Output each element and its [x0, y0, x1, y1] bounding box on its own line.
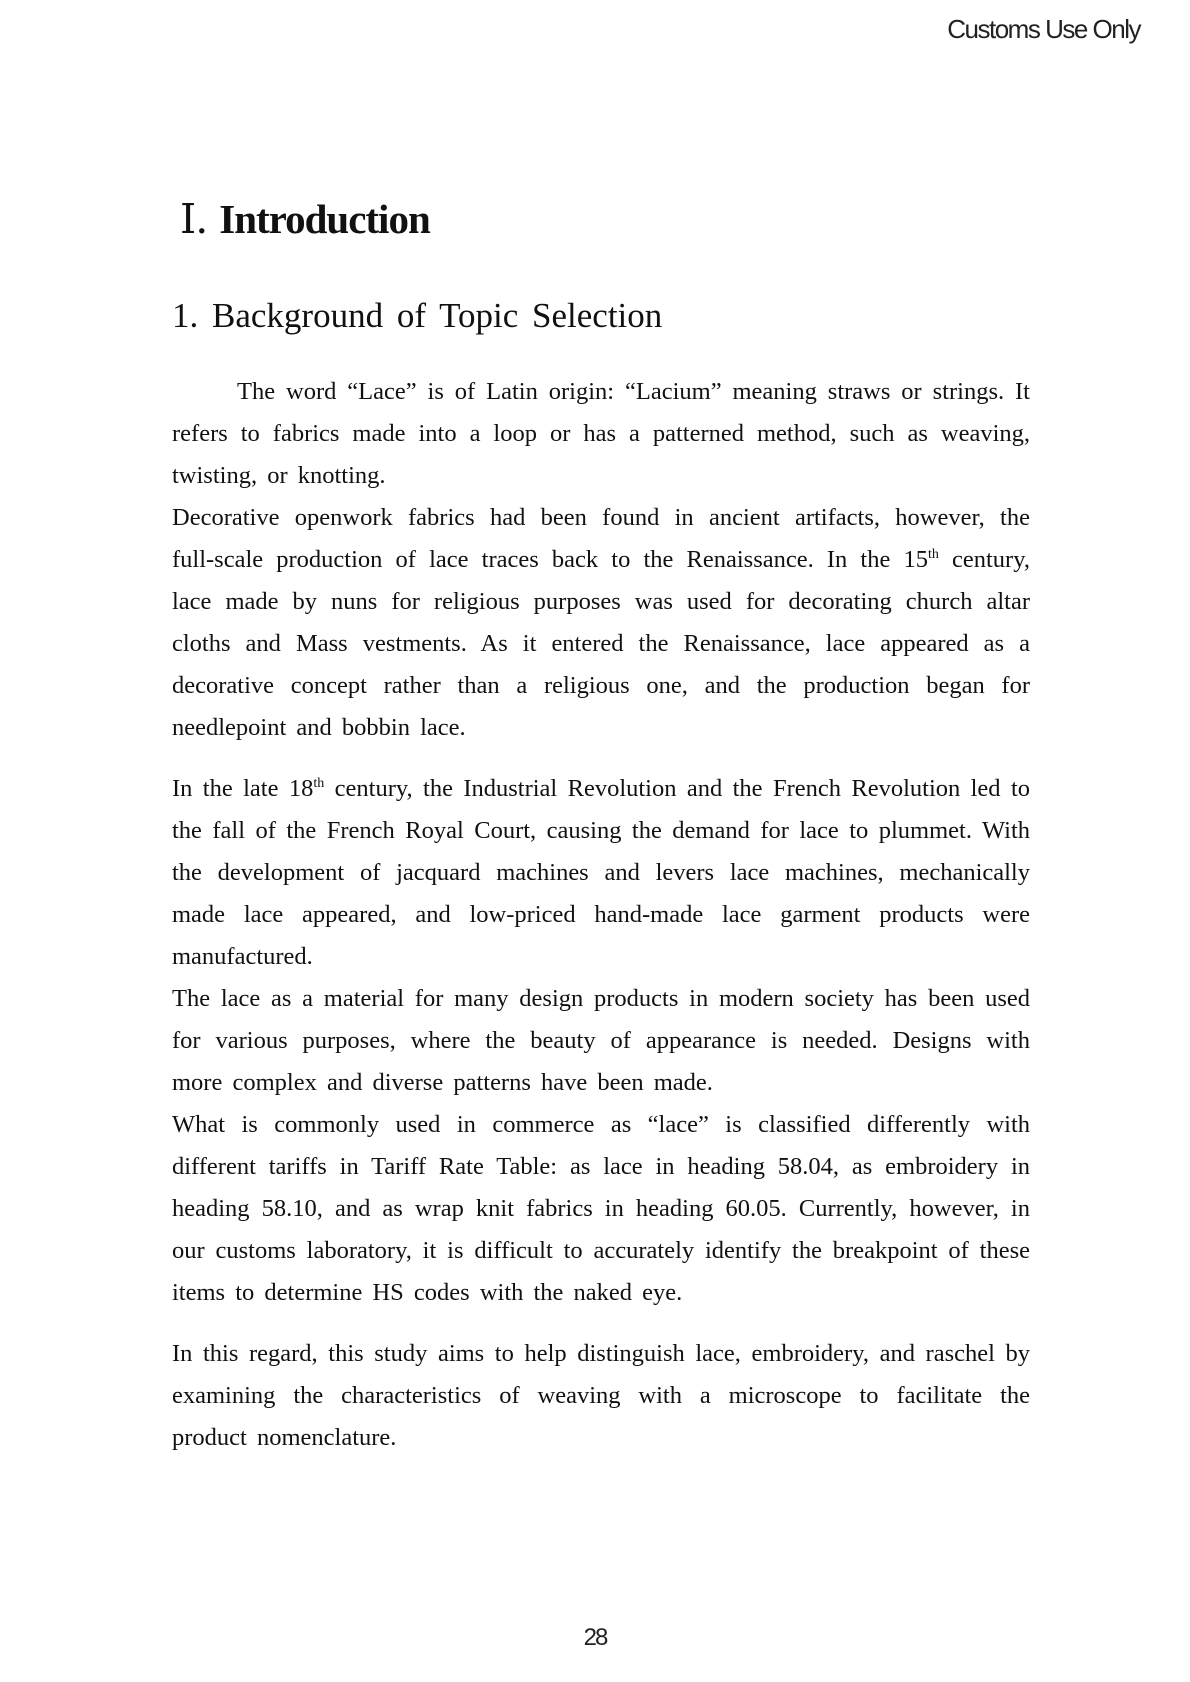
chapter-heading	[180, 195, 430, 243]
superscript: th	[313, 775, 325, 791]
paragraph-5: What is commonly used in commerce as “lace” is classified differently with different tariffs in Tariff Rate Table: as lace in heading 58.04, as embroidery in heading 58.10, and as wrap knit fabrics in heading 60.05. Currently, however, in our customs laboratory, it is difficult to accurately identify the breakpoint of these items to determine HS codes with the naked eye.	[172, 1111, 1030, 1306]
paragraph-4: The lace as a material for many design products in modern society has been used for various purposes, where the beauty of appearance is needed. Designs with more complex and diverse patterns have been made.	[172, 985, 1030, 1096]
paragraph-6: In this regard, this study aims to help distinguish lace, embroidery, and raschel by examining the characteristics of weaving with a microscope to facilitate the product nomenclature.	[172, 1340, 1030, 1451]
header-label: Customs Use Only	[947, 14, 1140, 44]
section-heading: 1. Background of Topic Selection	[172, 296, 663, 335]
page-number: 28	[583, 1624, 607, 1651]
body-text	[172, 371, 1030, 1459]
superscript: th	[927, 546, 939, 562]
chapter-numeral: Ⅰ.	[180, 195, 208, 243]
paragraph-1: The word “Lace” is of Latin origin: “Lacium” meaning straws or strings. It refers to fabrics made into a loop or has a patterned method, such as weaving, twisting, or knotting.	[172, 378, 1030, 489]
paragraph-3: In the late 18th century, the Industrial Revolution and the French Revolution led to the fall of the French Royal Court, causing the demand for lace to plummet. With the development of jacquard machines and levers lace machines, mechanically made lace appeared, and low-priced hand-made lace garment products were manufactured.	[172, 775, 1030, 970]
paragraph-2: Decorative openwork fabrics had been found in ancient artifacts, however, the full-scale production of lace traces back to the Renaissance. In the 15th century, lace made by nuns for religious purposes was used for decorating church altar cloths and Mass vestments. As it entered the Renaissance, lace appeared as a decorative concept rather than a religious one, and the production began for needlepoint and bobbin lace.	[172, 504, 1031, 741]
chapter-title: Introduction	[219, 196, 430, 242]
